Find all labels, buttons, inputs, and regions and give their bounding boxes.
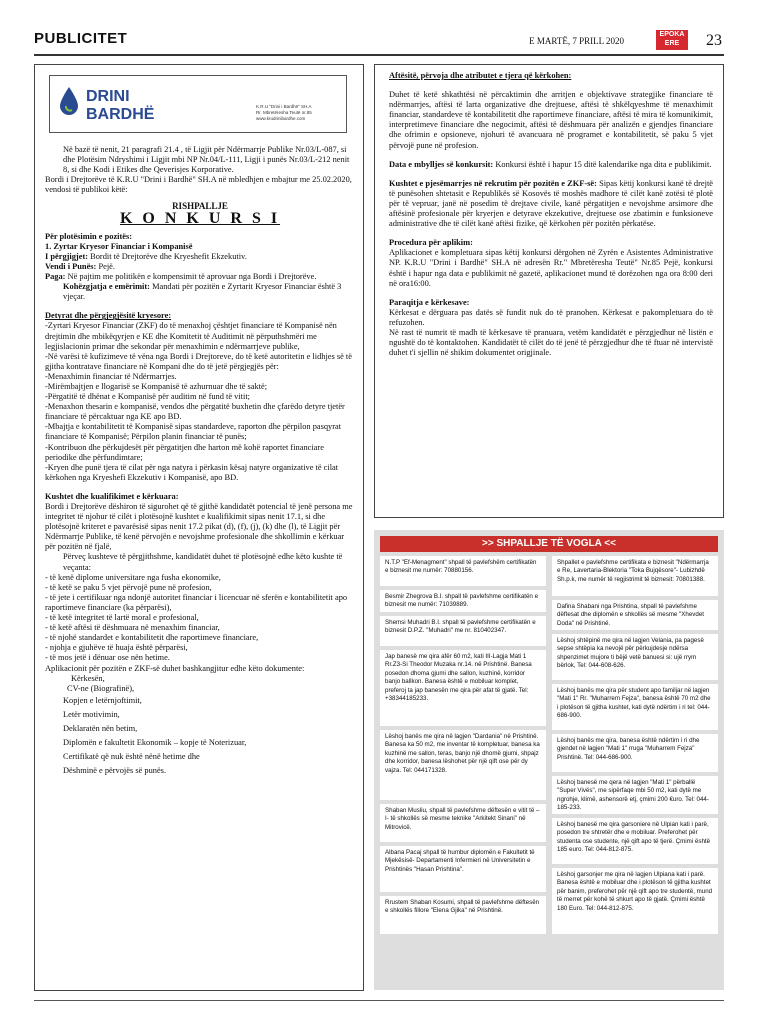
requirements-title: Kushtet dhe kualifikimet e kërkuara: [45, 491, 179, 501]
deadline-label: Data e mbylljes së konkursit: [389, 159, 494, 169]
konkurs-continuation [374, 64, 724, 518]
issue-date: E MARTË, 7 PRILL 2020 [529, 36, 624, 46]
right-content [389, 71, 713, 358]
logo-info-3: www.krudrinibardhe.com [256, 116, 306, 121]
section-title: PUBLICITET [34, 30, 128, 47]
footer-rule [34, 1000, 724, 1001]
requirement-item: raportimeve financiare (ka përparësi), [45, 602, 172, 612]
document-item: Kërkesën, [71, 673, 105, 683]
requirements-intro: Bordi i Drejtorëve dëshiron të sigurohet që të gjithë kandidatët potencial të jenë persona me integritet të njohur të cilët i plotësojnë kushtet e kualifikimit sipas nenit 17.1, si dhe plotësojnë kriteret e pavarësisë sipas nenit 17.2 pikat (d), (f), (j), (k) dhe (l), të Ligjit për Ndërmarrje Publike, të kenë përvojën e nevojshme profesionale dhe shkollimin e kërkuar për pozitën në fjalë, [45, 502, 353, 552]
skills-text: Duhet të ketë shkathtësi në përcaktimin dhe arritjen e objektivave strategjike financiare të ndërmarrjes, aftësi të larta organizative dhe drejtuese, aftësi të shkëlqyeshme të menaxhimit financiar, standardeve të kontabilitetit dhe raportimeve financiare, aftësi të mira të komunikimit, interpretimeve financiare dhe negocimit, aftësi të dëshmuara për analizën e gjendjes financiare dhe ofrimin e opsioneve, njohuri të avancuara në programet e kontabilitetit, së paku 5 vjet përvojë pune në profesion. [389, 90, 713, 150]
reports-to [45, 252, 355, 262]
requirement-item: - të njohë standardet e kontabilitetit dhe raportimeve financiare, [45, 633, 259, 643]
reports-to-label: I përgjigjet: [45, 251, 89, 261]
ad-item: Besmir Zhegrova B.I. shpall të pavlefshme certifikatën e biznesit me numër: 71039889. [380, 590, 546, 612]
logo-info [256, 104, 312, 122]
document-item: Diplomën e fakultetit Ekonomik – kopje të Noterizuar, [63, 737, 247, 747]
water-drop-icon [58, 86, 80, 116]
duty-item: -Mirëmbajtjen e llogarisë se Kompanisë të azhurnuar dhe të saktë; [45, 381, 268, 391]
konkursi-title: K O N K U R S I [119, 209, 281, 227]
duration-label: Kohëzgjatja e emërimit: [63, 282, 150, 292]
ad-item: Shemsi Muhadri B.I. shpall të pavlefshme certifikatën e biznesit D.P.Z. "Muhadri" me nr. 810402347. [380, 616, 546, 646]
ad-item: N.T.P "Ef-Menagment" shpall të pavlefshëm certifikatën e biznesit me numër: 70880156. [380, 556, 546, 586]
header-rule [34, 54, 724, 56]
ad-item: Shaban Musliu, shpall të pavlefshme dëftesën e vitit të –I- të shkollës së mesme teknike "Arkitekt Sinani" në Mitrovicë. [380, 804, 546, 842]
salary-label: Paga: [45, 272, 66, 282]
work-place-label: Vendi i Punës: [45, 261, 97, 271]
document-item: Certifikatë që nuk është nënë hetime dhe [63, 751, 200, 761]
requirement-item: - të ketë aftësi të dëshmuara në menaxhim financiar, [45, 623, 220, 633]
submission-text-1: Kërkesat e dërguara pas datës së fundit nuk do të pranohen. Kërkesat e pakompletuara do të refuzohen. [389, 307, 713, 327]
ad-item: Lëshoj banës me qira, banesa është ndërtim i ri dhe gjendet në lagjen "Mati 1" rruga "Muharrem Fejza" Prishtinë. Tel: 044-686-900. [552, 734, 718, 772]
requirement-item: - njohja e gjuhëve të huaja është përparësi, [45, 643, 188, 653]
ad-item: Lëshoj banesë me qera në lagjen "Mati 1" përballë "Super Vivës", me sipërfaqe mbi 50 m2, kati dytë me ngrohje, klimë, ashensorë etj, çmimi 200 €uro. Tel: 044-185-233. [552, 776, 718, 814]
salary [45, 272, 355, 282]
eligibility-label: Kushtet e pjesëmarrjes në rekrutim për pozitën e ZKF-së: [389, 178, 597, 188]
small-ads-title: >> SHPALLJE TË VOGLA << [380, 536, 718, 552]
deadline [389, 160, 713, 170]
logo-name-2: BARDHË [86, 106, 155, 123]
position-label: Për plotësimin e pozitës: [45, 231, 133, 241]
ad-item: Lëshoj banës me qira në lagjen "Dardania" në Prishtinë. Banesa ka 50 m2, me inventar të kompletuar, banesa ka kuzhinë me sallon, teras, banjo një dhomë gjumi, shpajz dhe korridor, banesa lëshohet për një qift ose për dy vajza. Tel: 044171328. [380, 730, 546, 800]
ad-item: Lëshoj banës me qira për student apo familjar në lagjen "Mati 1" Rr. "Muharrem Fejza", banesa është 70 m2 dhe i plotëson të gjitha kushtet, kati dytë ndërtim i ri tel: 044-686-900. [552, 684, 718, 730]
ad-item: Dafina Shabani nga Prishtina, shpall të pavlefshme dëftesat dhe diplomën e shkollës së mesme "Xhevdet Doda" në Prishtinë. [552, 600, 718, 630]
ad-item: Albana Pacaj shpall të humbur diplomën e Fakultetit të Mjekësisë- Departamenti Infermieri në Universitetin e Prishtinës "Hasan Prishtina". [380, 846, 546, 892]
company-logo-box [49, 75, 347, 133]
duty-item: -Përgatitë të dhënat e Kompanisë për auditim në fund të vitit; [45, 392, 250, 402]
document-item: Dëshminë e përvojës së punës. [63, 765, 167, 775]
duty-item: -Menaxhimin financiar të Ndërmarrjes. [45, 371, 177, 381]
logo-info-1: K.R.U "Drini i Bardhë" SH.A [256, 104, 312, 109]
submission-text-2: Në rast të numrit të madh të kërkesave të pranuara, vetëm kandidatët e përzgjedhur në listën e ngushtë do të kontaktohen. Kandidatët të cilët do të jenë të përzgjedhur dhe të ftuar në intervistë duhet t'i sjellin në shikim dokumentet origjinale. [389, 327, 713, 358]
duty-item: -Në varësi të kufizimeve të vëna nga Bordi i Drejtoreve, do të ketë autoritetin e lidhjes së të gjitha kontratave financiare në Kompani dhe do të jetë përgjegjës për: [45, 351, 352, 371]
ad-item: Lëshoj garsonjer me qira në lagjen Ulpiana kati i parë. Banesa është e mobiluar dhe i plotëson të gjitha kushtet për banim, preferohet për një qift apo tre studentë, mund të merret për kohë të shkurt apo të gjatë. Çmimi është 180 Euro. Tel: 044-812-875. [552, 868, 718, 934]
salary-text: Në pajtim me politikën e kompensimit të aprovuar nga Bordi i Drejtorëve. [65, 272, 317, 282]
requirement-item: - të ketë integritet të lartë moral e profesional, [45, 613, 199, 623]
ad-item: Rrustem Shaban Kosumi, shpall të pavlefshme dëftesën e shkollës fillore "Elena Gjika" në Prishtinë. [380, 896, 546, 934]
logo-line1: EPOKA [659, 31, 685, 38]
eligibility-text: Sipas këtij konkursi kanë të drejtë të punësohen shtetasit e Republikës së Kosovës të moshës madhore të cilët kanë zotësi të plotë për të vepruar, janë në posedim të drejtave civile, kanë përgatitjen e nevojshme arsimore dhe aftësinë profesionale për kryerjen e detyrave ekzekutive, drejtuese ose zbatimin e funksioneve administrative dhe të cilët kanë aftësi fizike, që kërkohen për pozitën përkatëse. [389, 178, 713, 229]
submission-title: Paraqitja e kërkesave: [389, 297, 470, 307]
documents-intro: Aplikacionit për pozitën e ZKF-së duhet bashkangjitur edhe këto dokumente: [45, 663, 305, 673]
duration-text: Mandati për pozitën e Zyrtarit Kryesor Financiar është 3 vjeçar. [63, 282, 342, 302]
intro-paragraph: Në bazë të nenit, 21 paragrafi 21.4 , të Ligjit për Ndërmarrje Publike Nr.03/L-087, si dhe Plotësim Ndryshimi i Ligjit mbi NP Nr.04/L-111, Ligji i punës Nr.03/L-212 nenit 8, si dhe Kodi i Etikes dhe Qeverisjes Korporative. [63, 145, 350, 175]
page-header [34, 28, 724, 52]
work-place [45, 262, 355, 272]
requirement-item: - të mos jetë i dënuar ose nën hetime. [45, 653, 170, 663]
logo-info-2: Rr. Mbretëresha Teutë nr.85 [256, 110, 312, 115]
intro-paragraph-2: Bordi i Drejtorëve të K.R.U "Drini i Bardhë" SH.A në mbledhjen e mbajtur me 25.02.2020, vendosi të publikoi këtë: [45, 175, 352, 195]
duty-item: -Zyrtari Kryesor Financiar (ZKF) do të menaxhoj çështjet financiare të Kompanisë nën drejtimin dhe mbikëqyrjen e KE dhe Komitetit të Auditimit në përputhshmëri me legjislacionin primar dhe sekondar për menaxhimin e ndërmarrjeve publike, [45, 321, 337, 351]
logo-line2: ERE [664, 40, 680, 47]
small-ads-section [374, 530, 724, 990]
skills-title: Aftësitë, përvoja dhe atributet e tjera që kërkohen: [389, 71, 572, 80]
page-number: 23 [706, 32, 722, 49]
document-item: Letër motivimin, [63, 709, 120, 719]
duty-item: -Kontribuon dhe përkujdesët për përgatitjen dhe harton më kohë raportet financiare periodike dhe përfundimtare; [45, 442, 324, 462]
ad-item: Lëshoj banesë me qira garsoniere në Ulpian kati i parë, posedon tre shtretër dhe e mobiluar. Preferohet për studenta ose studente, një qift apo të tjerë. Çmimi është 185 euro. Tel: 044-812-875. [552, 818, 718, 864]
ad-item: Lëshoj shtëpinë me qira në lagjen Velania, pa pagesë sepse shtëpia ka nevojë për përkujdesje ndërsa shpenzimet mujore ti bëjë vetë banuesi si: ujë rrym bërlok, Tel: 044-608-626. [552, 634, 718, 680]
ad-item: Shpallet e pavlefshme certifikata e biznesit "Ndërmarrja e Re, Lavertaria-Blektoria "Toka Bujqësore"- Lubizhdë Sh.p.k, me numër të regjistrimit të biznesit: 70801388. [552, 556, 718, 596]
ad-item: Jap banesë me qira afër 60 m2, kati III-Lagja Mati 1 Rr.Z3-Si Theodor Muzaka nr.14. në Prishtinë. Banesa posedon dhoma gjumi dhe sallon, kuzhinë, korridor banjo ballkon. Banesa është e mobiluar komplet, preferoj ta jap banesën me qira për afat të gjatë. Tel: +38344185233. [380, 650, 546, 726]
position-title: 1. Zyrtar Kryesor Financiar i Kompanisë [45, 241, 193, 251]
requirement-item: - të ketë se paku 5 vjet përvojë pune në profesion, [45, 582, 212, 592]
duty-item: -Mbajtja e kontabilitetit të Kompanisë sipas standardeve, raporton dhe përpilon pasqyrat financiare të Kompanisë; Përpilon planin financiar të punës; [45, 422, 342, 442]
newspaper-logo [656, 30, 688, 50]
procedure-text: Aplikacionet e kompletuara sipas këtij konkursi dërgohen në Zyrën e Asistentes Administrative NP. K.R.U "Drini i Bardhë" SH.A në adresën Rr." Mbretëresha Teutë" Nr.85 Pejë, konkursi është i hapur nga data e publikimit në gazetë, aplikacionet mund të dorëzohen nga ora 8:00 deri në ora16:00. [389, 248, 713, 288]
work-place-text: Pejë. [96, 261, 115, 271]
left-content [45, 145, 355, 778]
requirements-intro-2: Përveç kushteve të përgjithshme, kandidatët duhet të plotësojnë edhe këto kushte të veçanta: [63, 552, 343, 572]
duration [45, 282, 355, 302]
reports-to-text: Bordit të Drejtorëve dhe Kryeshefit Ekzekutiv. [88, 251, 247, 261]
logo-name-1: DRINI [86, 88, 130, 105]
duty-item: -Menaxhon thesarin e kompanisë, vendos dhe përgatitë buxhetin dhe çfarëdo detyre tjetër financiare të përcaktuar nga KE apo BD. [45, 402, 345, 422]
requirement-item: - të kenë diplome universitare nga fusha ekonomike, [45, 572, 221, 582]
rishpallje-label: RISHPALLJE [172, 201, 228, 212]
procedure-title: Procedura për aplikim: [389, 238, 473, 248]
duty-item: -Kryen dhe punë tjera të cilat për nga natyra i përkasin kësaj natyre organizative të cilat kërkohen nga Kryeshefi Ekzekutiv i Kompanisë, apo BD. [45, 462, 339, 482]
deadline-text: Konkursi është i hapur 15 ditë kalendarike nga dita e publikimit. [493, 159, 712, 169]
eligibility [389, 179, 713, 229]
document-item: Deklaratën nën betim, [63, 723, 138, 733]
duties-title: Detyrat dhe përgjegjësitë kryesore: [45, 311, 172, 321]
document-item: Kopjen e letërnjoftimit, [63, 695, 142, 705]
konkurs-announcement [34, 64, 364, 991]
document-item: CV-ne (Biografinë), [67, 683, 135, 693]
requirement-item: - të jete i certifikuar nga ndonjë autoritet financiar i licencuar në sferën e kontabilitetit apo [45, 592, 348, 602]
